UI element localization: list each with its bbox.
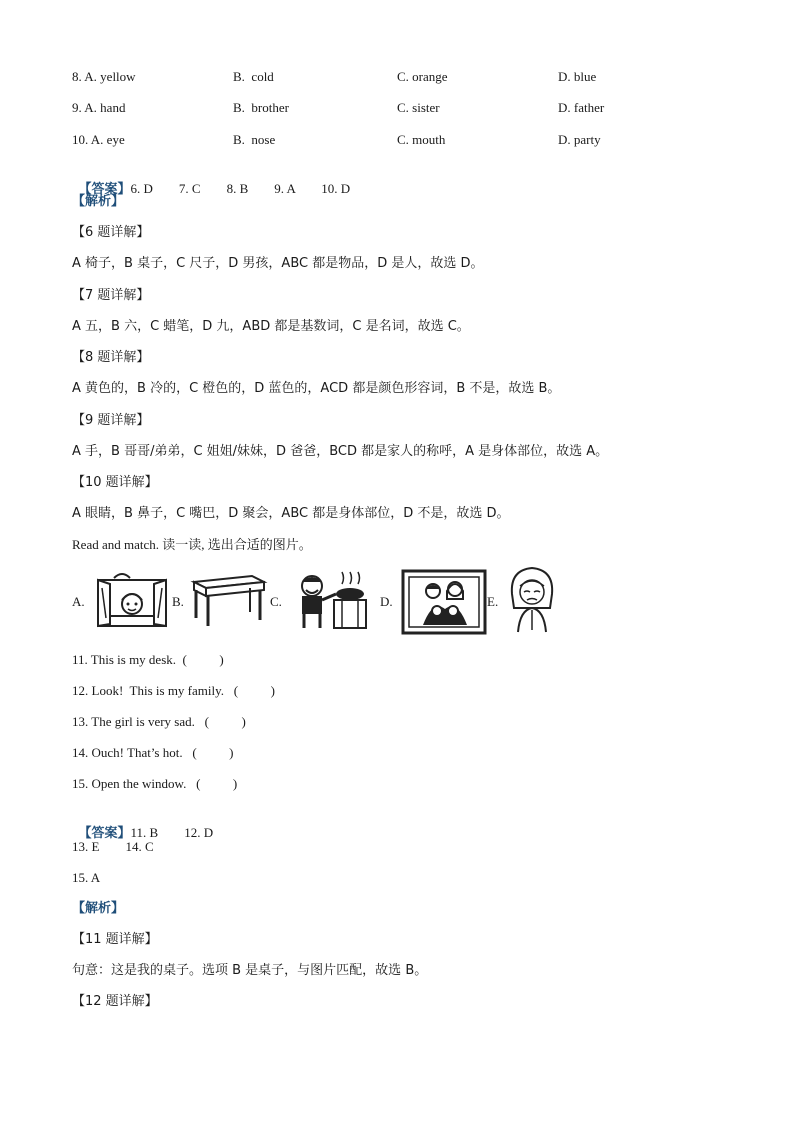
q9-option-c: C. sister <box>397 100 440 115</box>
q8-option-d: D. blue <box>558 69 597 84</box>
q8-option-b: B. cold <box>233 69 274 84</box>
detail-8-heading: 【8 题详解】 <box>72 350 150 365</box>
picture-desk <box>186 568 268 630</box>
detail-11-heading: 【11 题详解】 <box>72 932 158 947</box>
detail-11-text: 句意：这是我的桌子。选项 B 是桌子，与图片匹配，故选 B。 <box>72 963 428 978</box>
detail-10-text: A 眼睛，B 鼻子，C 嘴巴，D 聚会，ABC 都是身体部位，D 不是，故选 D。 <box>72 506 510 521</box>
detail-12-heading: 【12 题详解】 <box>72 994 158 1009</box>
q10-option-b: B. nose <box>233 132 276 147</box>
q8-option-a: 8. A. yellow <box>72 69 136 84</box>
read-and-match-instruction: Read and match. 读一读, 选出合适的图片。 <box>72 537 312 552</box>
answer-values: 6. D 7. C 8. B 9. A 10. D <box>130 181 351 196</box>
picture-label-e: E. <box>487 594 499 609</box>
q8-option-c: C. orange <box>397 69 448 84</box>
picture-family-photo <box>401 569 487 635</box>
answer-values: 11. B 12. D <box>130 825 214 840</box>
detail-10-heading: 【10 题详解】 <box>72 475 158 490</box>
q10-option-c: C. mouth <box>397 132 446 147</box>
detail-9-heading: 【9 题详解】 <box>72 413 150 428</box>
q9-option-b: B. brother <box>233 100 289 115</box>
detail-9-text: A 手，B 哥哥/弟弟，C 姐姐/妹妹，D 爸爸，BCD 都是家人的称呼，A 是身体部位，故选 A。 <box>72 444 609 459</box>
q10-option-d: D. party <box>558 132 601 147</box>
picture-sad-girl <box>502 564 562 634</box>
analysis-heading-2: 【解析】 <box>72 901 125 916</box>
question-12: 12. Look! This is my family. ( ) <box>72 683 275 698</box>
detail-6-heading: 【6 题详解】 <box>72 225 150 240</box>
q10-option-a: 10. A. eye <box>72 132 125 147</box>
detail-6-text: A 椅子，B 桌子，C 尺子，D 男孩，ABC 都是物品，D 是人，故选 D。 <box>72 256 484 271</box>
analysis-heading-1: 【解析】 <box>72 194 125 209</box>
question-15: 15. Open the window. ( ) <box>72 776 238 791</box>
picture-label-d: D. <box>380 594 393 609</box>
answer-line-13-14: 13. E 14. C <box>72 839 154 854</box>
question-14: 14. Ouch! That’s hot. ( ) <box>72 745 234 760</box>
picture-window <box>92 568 172 630</box>
detail-8-text: A 黄色的，B 冷的，C 橙色的，D 蓝色的，ACD 都是颜色形容词，B 不是，故选 B。 <box>72 381 561 396</box>
detail-7-heading: 【7 题详解】 <box>72 288 150 303</box>
question-13: 13. The girl is very sad. ( ) <box>72 714 246 729</box>
answer-line-15: 15. A <box>72 870 101 885</box>
detail-7-text: A 五，B 六，C 蜡笔，D 九，ABD 都是基数词，C 是名词，故选 C。 <box>72 319 470 334</box>
answer-tag: 【答案】 <box>78 182 131 197</box>
picture-hot-stove <box>290 568 380 632</box>
picture-label-b: B. <box>172 594 184 609</box>
picture-label-a: A. <box>72 594 85 609</box>
q9-option-a: 9. A. hand <box>72 100 126 115</box>
picture-label-c: C. <box>270 594 282 609</box>
answer-tag: 【答案】 <box>78 826 131 841</box>
q9-option-d: D. father <box>558 100 605 115</box>
question-11: 11. This is my desk. ( ) <box>72 652 224 667</box>
